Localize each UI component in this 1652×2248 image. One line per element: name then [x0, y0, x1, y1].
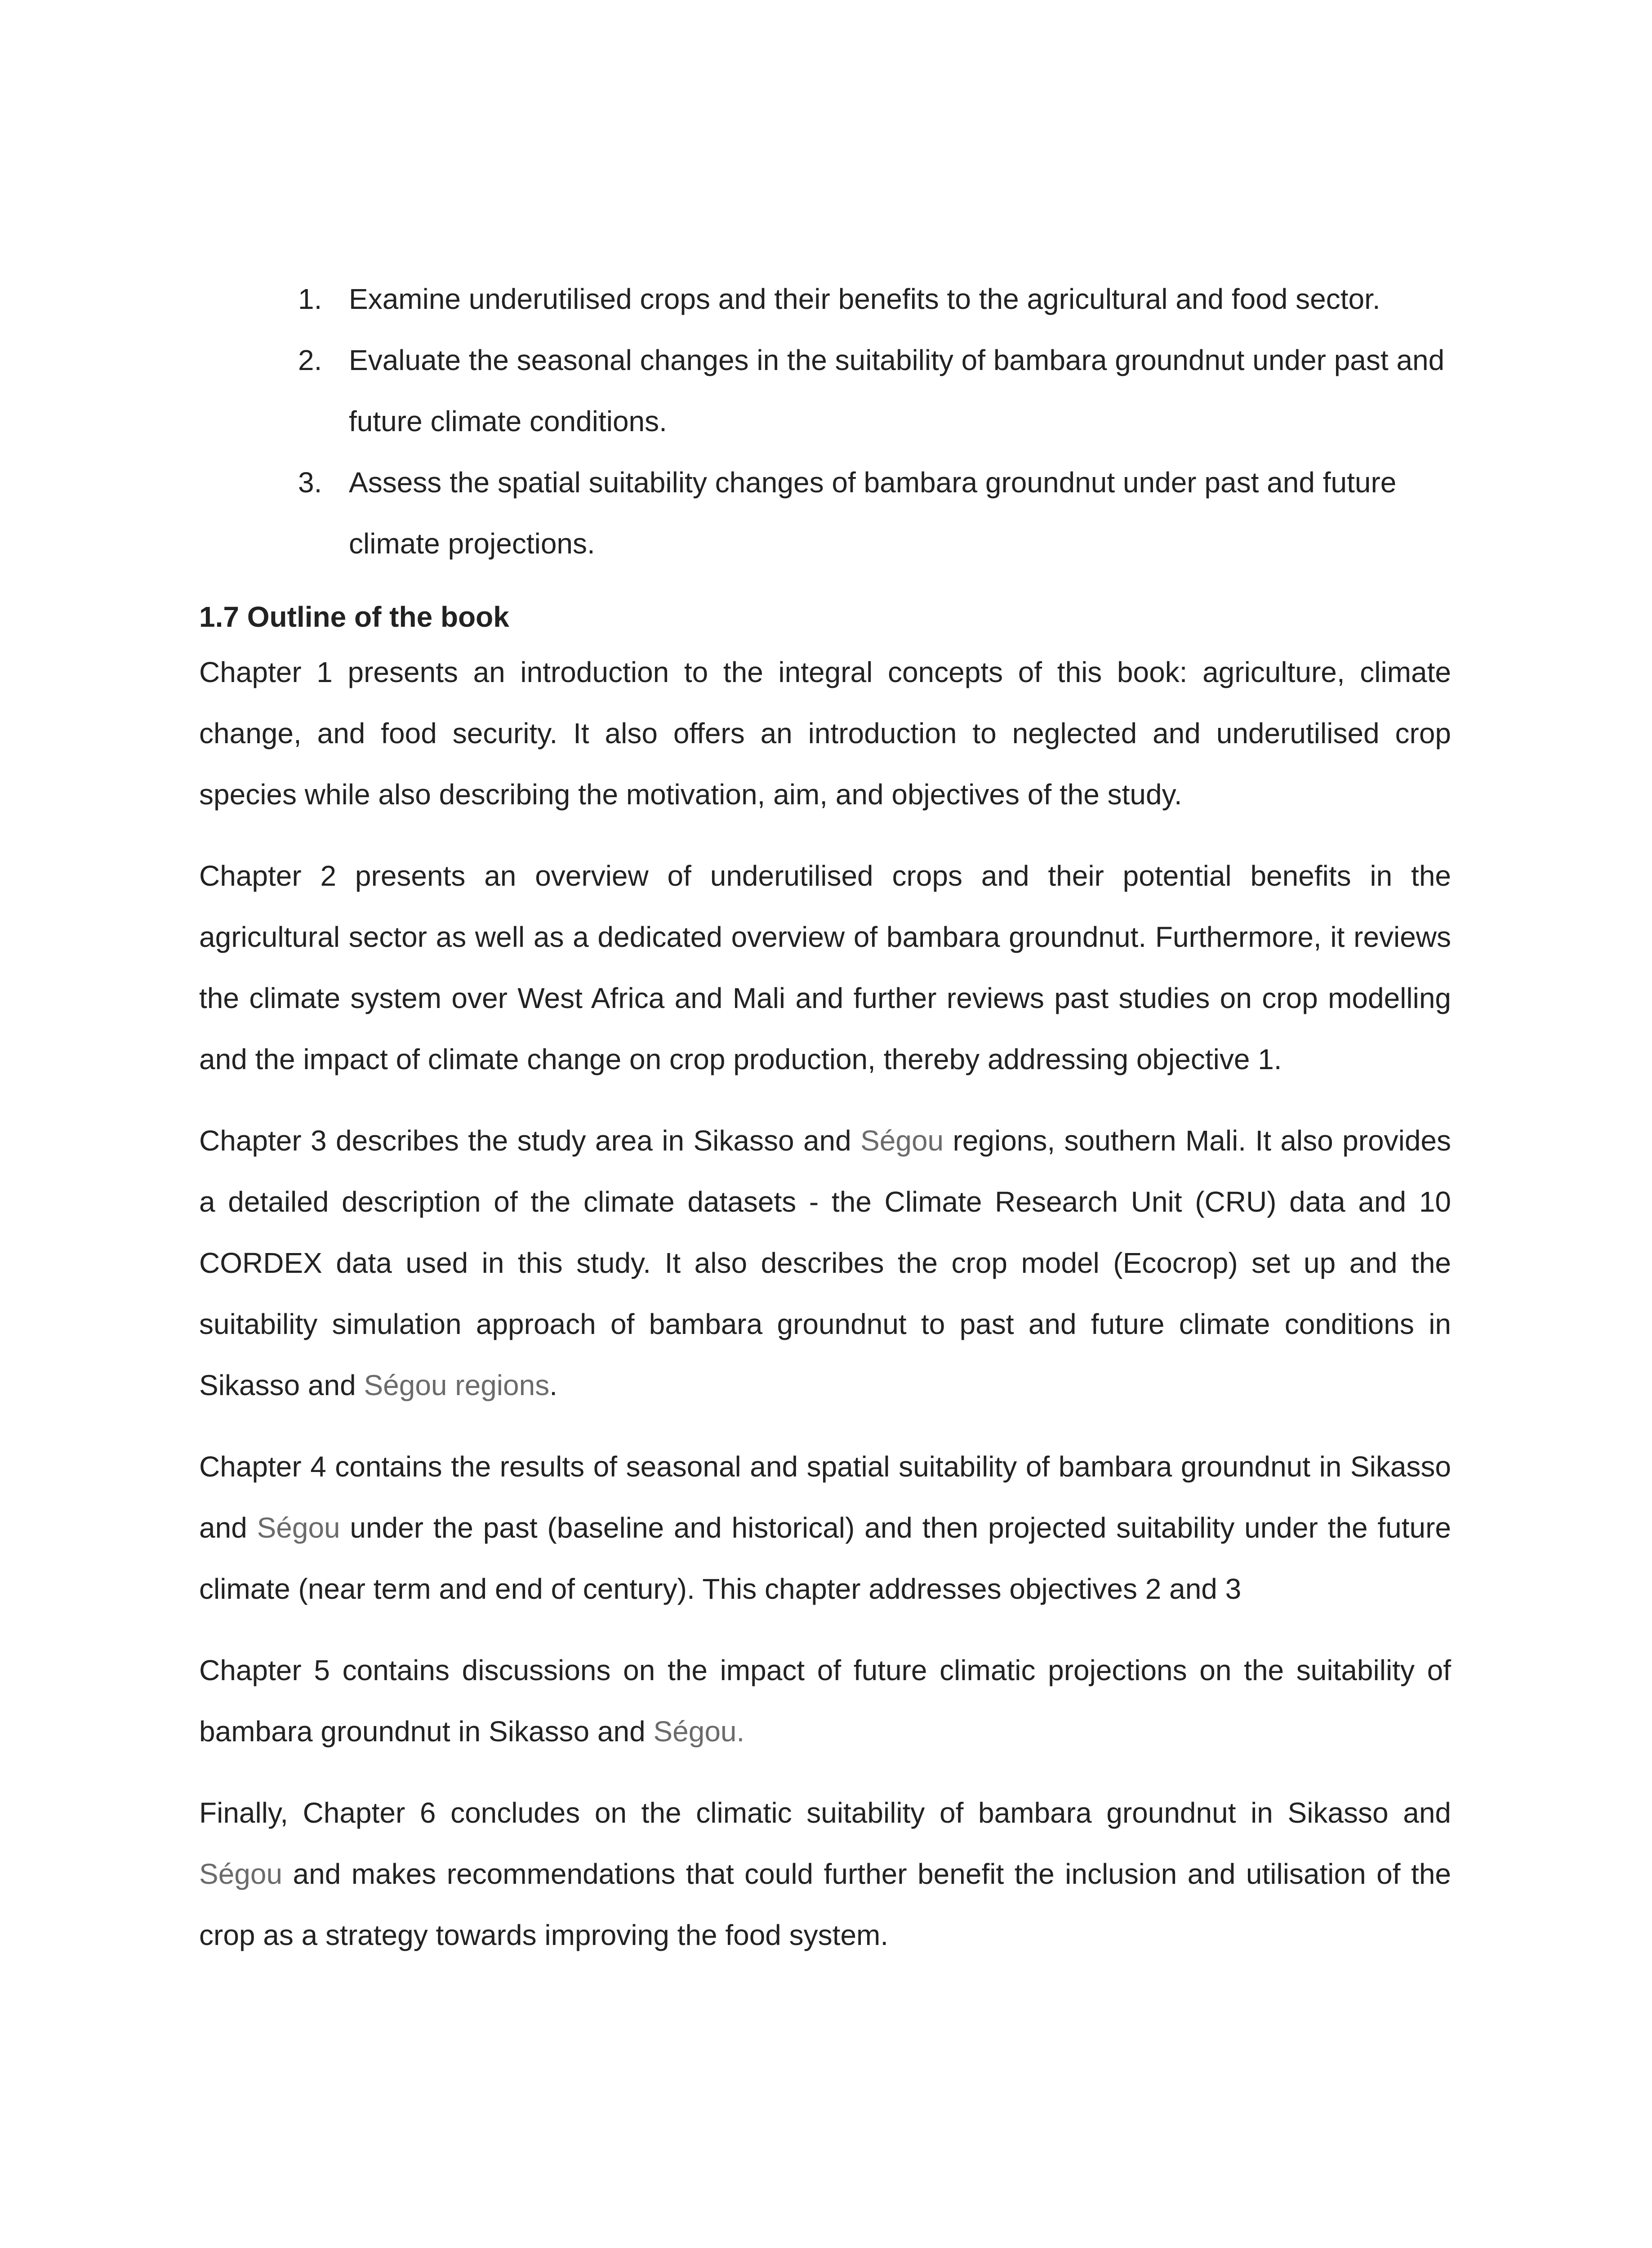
paragraph-chapter-5 [199, 1640, 1451, 1762]
objective-number: 1. [298, 283, 322, 315]
text-run: Chapter 4 contains the results of seasonal and spatial suitability of bambara groundnut in Sikasso and [199, 1450, 1451, 1544]
paragraph-chapter-4 [199, 1436, 1451, 1619]
objective-text: Assess the spatial suitability changes of bambara groundnut under past and future climate projections. [349, 466, 1397, 560]
objective-item-2 [199, 330, 1451, 452]
paragraph-chapter-2: Chapter 2 presents an overview of underutilised crops and their potential benefits in the agricultural sector as well as a dedicated overview of bambara groundnut. Furthermore, it reviews the climate system over West Africa and Mali and further reviews past studies on crop modelling and the impact of climate change on crop production, thereby addressing objective 1. [199, 860, 1451, 1075]
text-run: Finally, Chapter 6 concludes on the climatic suitability of bambara groundnut in Sikasso and [199, 1797, 1451, 1829]
text-run: and makes recommendations that could further benefit the inclusion and utilisation of the crop as a strategy towards improving the food system. [199, 1858, 1451, 1951]
text-run: Chapter 3 describes the study area in Sikasso and [199, 1124, 861, 1157]
text-run: . [549, 1369, 557, 1401]
objective-text: Examine underutilised crops and their benefits to the agricultural and food sector. [349, 283, 1380, 315]
place-name-segou: Ségou [199, 1858, 283, 1890]
objective-number: 3. [298, 466, 322, 499]
objectives-list [199, 268, 1451, 574]
page-content [199, 268, 1451, 1986]
section-heading: 1.7 Outline of the book [199, 601, 509, 633]
text-run: under the past (baseline and historical) and then projected suitability under the future climate (near term and end of century). This chapter addresses objectives 2 and 3 [199, 1512, 1452, 1605]
objective-number: 2. [298, 344, 322, 376]
objective-text: Evaluate the seasonal changes in the suitability of bambara groundnut under past and future climate conditions. [349, 344, 1445, 437]
objective-item-3 [199, 452, 1451, 574]
place-name-segou: Ségou [860, 1124, 944, 1157]
objective-item-1 [199, 268, 1451, 330]
place-name-segou: Ségou. [653, 1715, 745, 1748]
text-run: Chapter 5 contains discussions on the impact of future climatic projections on the suitability of bambara groundnut in Sikasso and [199, 1654, 1451, 1748]
place-name-segou-regions: Ségou regions [364, 1369, 550, 1401]
text-run: regions, southern Mali. It also provides a detailed description of the climate datasets - the Climate Research Unit (CRU) data and 10 CORDEX data used in this study. It also describes the crop model (Ecocrop) set up and the suitability simulation approach of bambara groundnut to past and future climate conditions in Sikasso and [199, 1124, 1452, 1401]
paragraph-chapter-3 [199, 1110, 1451, 1416]
place-name-segou: Ségou [257, 1512, 340, 1544]
paragraph-chapter-6 [199, 1782, 1451, 1966]
paragraph-chapter-1: Chapter 1 presents an introduction to the integral concepts of this book: agriculture, climate change, and food security. It also offers an introduction to neglected and underutilised crop species while also describing the motivation, aim, and objectives of the study. [199, 656, 1451, 811]
